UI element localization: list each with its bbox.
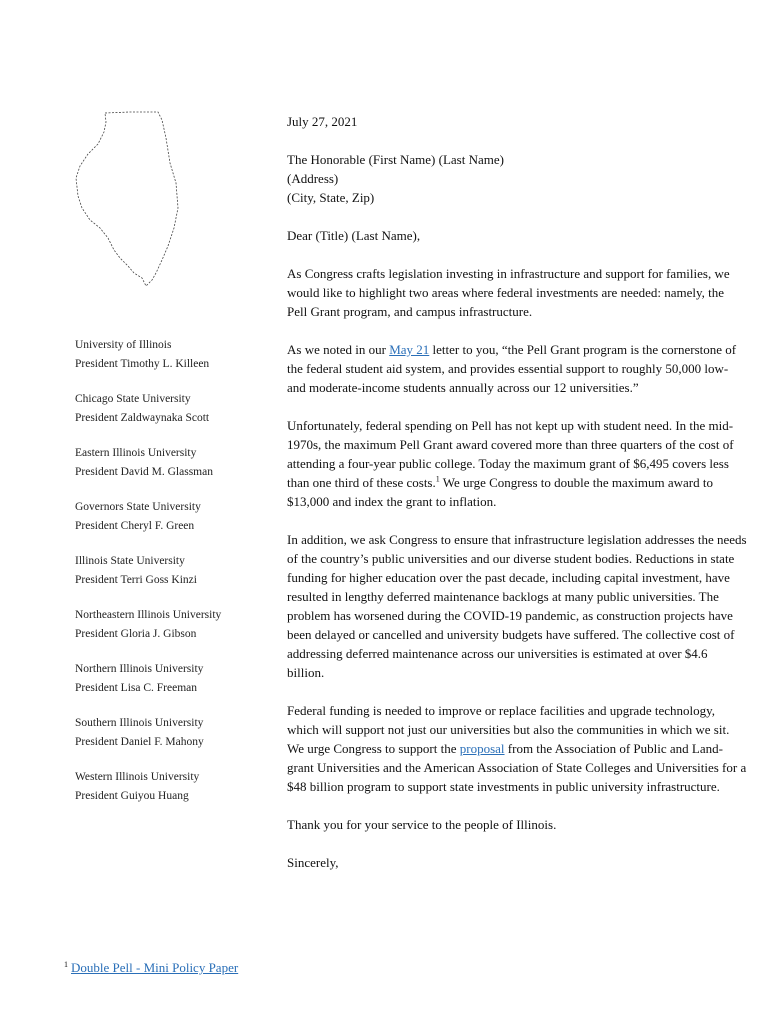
letter-body — [287, 112, 747, 872]
institution-entry — [75, 606, 265, 643]
institution-president: President Guiyou Huang — [75, 789, 189, 802]
institution-name: University of Illinois — [75, 339, 172, 351]
closing: Sincerely, — [287, 855, 339, 870]
double-pell-policy-paper-link[interactable]: Double Pell - Mini Policy Paper — [71, 960, 239, 975]
paragraph-federal-funding — [287, 701, 747, 796]
salutation: Dear (Title) (Last Name), — [287, 228, 421, 243]
paragraph-text: letter to you, “the Pell Grant program is the cornerstone of the federal student aid system, and provides essential support to roughly 50,000 low- and moderate-income students annually across our 12 universities.” — [287, 342, 737, 395]
footnote-number: 1 — [64, 959, 68, 969]
institution-entry — [75, 498, 265, 535]
recipient-street: (Address) — [287, 171, 339, 186]
institution-president: President Terri Goss Kinzi — [75, 573, 197, 586]
institution-name: Eastern Illinois University — [75, 447, 197, 459]
paragraph-text: Unfortunately, federal spending on Pell has not kept up with student need. In the mid-1970s, the maximum Pell Grant award covered more than three quarters of the cost of attending a four-year public college. Today the maximum grant of $6,495 covers less than one third of these costs. — [287, 418, 734, 490]
paragraph-thanks: Thank you for your service to the people of Illinois. — [287, 817, 557, 832]
institution-entry — [75, 552, 265, 589]
institution-name: Northeastern Illinois University — [75, 609, 222, 621]
illinois-map-outline — [70, 108, 190, 288]
paragraph-text: We urge Congress to double the maximum award to $13,000 and index the grant to inflation. — [287, 475, 713, 509]
institution-name: Western Illinois University — [75, 771, 200, 783]
recipient-name: The Honorable (First Name) (Last Name) — [287, 152, 504, 167]
recipient-address — [287, 150, 747, 207]
institution-name: Chicago State University — [75, 393, 191, 405]
letter-date: July 27, 2021 — [287, 114, 358, 129]
institution-name: Northern Illinois University — [75, 663, 204, 675]
institution-entry — [75, 444, 265, 481]
institution-entry — [75, 768, 265, 805]
paragraph-text: As we noted in our — [287, 342, 390, 357]
institution-president: President Timothy L. Killeen — [75, 357, 210, 370]
institution-president: President Daniel F. Mahony — [75, 735, 204, 748]
institution-entry — [75, 714, 265, 751]
institution-name: Governors State University — [75, 501, 201, 513]
institution-name: Illinois State University — [75, 555, 185, 567]
institution-president: President David M. Glassman — [75, 465, 213, 478]
institution-president: President Lisa C. Freeman — [75, 681, 198, 694]
institution-entry — [75, 336, 265, 373]
institution-list — [75, 336, 265, 822]
paragraph-pell-quote — [287, 340, 747, 397]
institution-president: President Gloria J. Gibson — [75, 627, 197, 640]
institution-name: Southern Illinois University — [75, 717, 204, 729]
footnote — [64, 960, 238, 976]
recipient-city: (City, State, Zip) — [287, 190, 375, 205]
footnote-reference[interactable]: 1 — [435, 474, 440, 484]
paragraph-infrastructure: In addition, we ask Congress to ensure that infrastructure legislation addresses the needs of the country’s public universities and our diverse student bodies. Reductions in state funding for higher education over the past decade, including capital investment, have resulted in lengthy deferred maintenance backlogs at many public universities. The problem has worsened during the COVID-19 pandemic, as construction projects have been delayed or cancelled and university budgets have suffered. The collective cost of addressing deferred maintenance across our universities is estimated at over $4.6 billion. — [287, 532, 747, 680]
paragraph-intro: As Congress crafts legislation investing in infrastructure and support for families, we would like to highlight two areas where federal investments are needed: namely, the Pell Grant program, and campus infrastructure. — [287, 266, 730, 319]
institution-entry — [75, 660, 265, 697]
institution-president: President Zaldwaynaka Scott — [75, 411, 210, 424]
institution-president: President Cheryl F. Green — [75, 519, 195, 532]
may-21-letter-link[interactable]: May 21 — [389, 342, 430, 357]
paragraph-pell-funding — [287, 416, 747, 511]
paragraph-text: Federal funding is needed to improve or replace facilities and upgrade technology, which will support not just our universities but also the communities in which we sit. We urge Congress to support the — [287, 703, 730, 756]
proposal-link[interactable]: proposal — [459, 741, 505, 756]
institution-entry — [75, 390, 265, 427]
paragraph-text: from the Association of Public and Land-grant Universities and the American Association of State Colleges and Universities for a $48 billion program to support state investments in public university infrastructure. — [287, 741, 747, 794]
